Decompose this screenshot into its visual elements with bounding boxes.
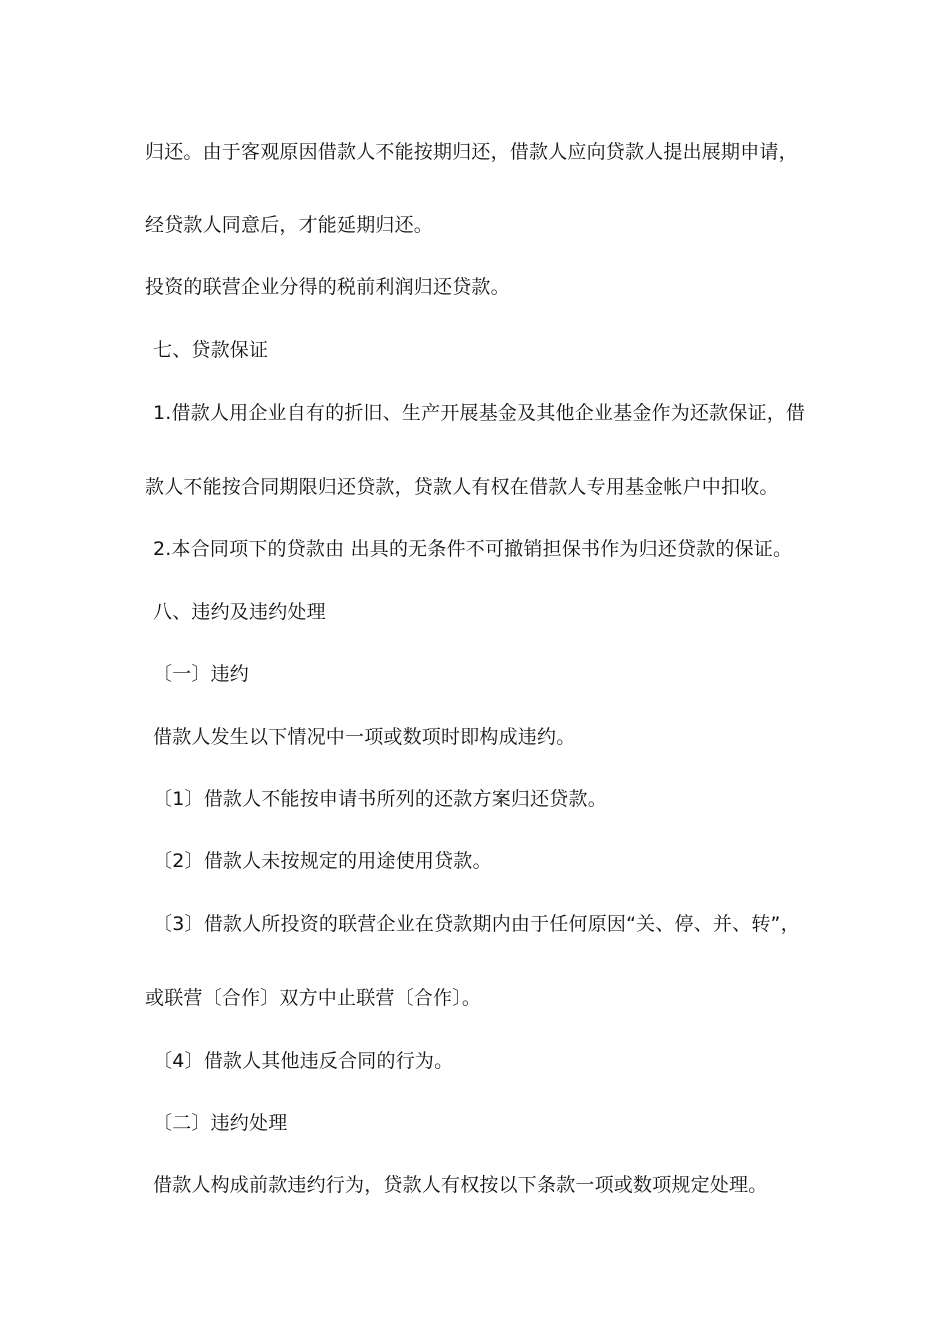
paragraph-line: 款人不能按合同期限归还贷款，贷款人有权在借款人专用基金帐户中扣收。 [145, 476, 779, 498]
paragraph-line: 或联营〔合作〕双方中止联营〔合作〕。 [145, 987, 482, 1009]
list-item: 〔1〕借款人不能按申请书所列的还款方案归还贷款。 [153, 788, 607, 810]
list-item: 〔4〕借款人其他违反合同的行为。 [153, 1050, 454, 1072]
paragraph-line: 借款人发生以下情况中一项或数项时即构成违约。 [153, 726, 576, 748]
list-item: 〔3〕借款人所投资的联营企业在贷款期内由于任何原因“关、停、并、转”， [153, 913, 800, 935]
subsection-heading: 〔二〕违约处理 [153, 1112, 288, 1134]
paragraph-line: 投资的联营企业分得的税前利润归还贷款。 [145, 276, 510, 298]
paragraph-line: 1.借款人用企业自有的折旧、生产开展基金及其他企业基金作为还款保证，借 [153, 402, 806, 424]
subsection-heading: 〔一〕违约 [153, 663, 250, 685]
paragraph-line: 经贷款人同意后，才能延期归还。 [145, 214, 434, 236]
paragraph-line: 借款人构成前款违约行为，贷款人有权按以下条款一项或数项规定处理。 [153, 1174, 768, 1196]
section-heading: 八、违约及违约处理 [153, 601, 326, 623]
section-heading: 七、贷款保证 [153, 339, 269, 361]
list-item: 〔2〕借款人未按规定的用途使用贷款。 [153, 850, 492, 872]
paragraph-line: 归还。由于客观原因借款人不能按期归还，借款人应向贷款人提出展期申请， [145, 141, 798, 163]
paragraph-line: 2.本合同项下的贷款由 出具的无条件不可撤销担保书作为归还贷款的保证。 [153, 538, 793, 560]
